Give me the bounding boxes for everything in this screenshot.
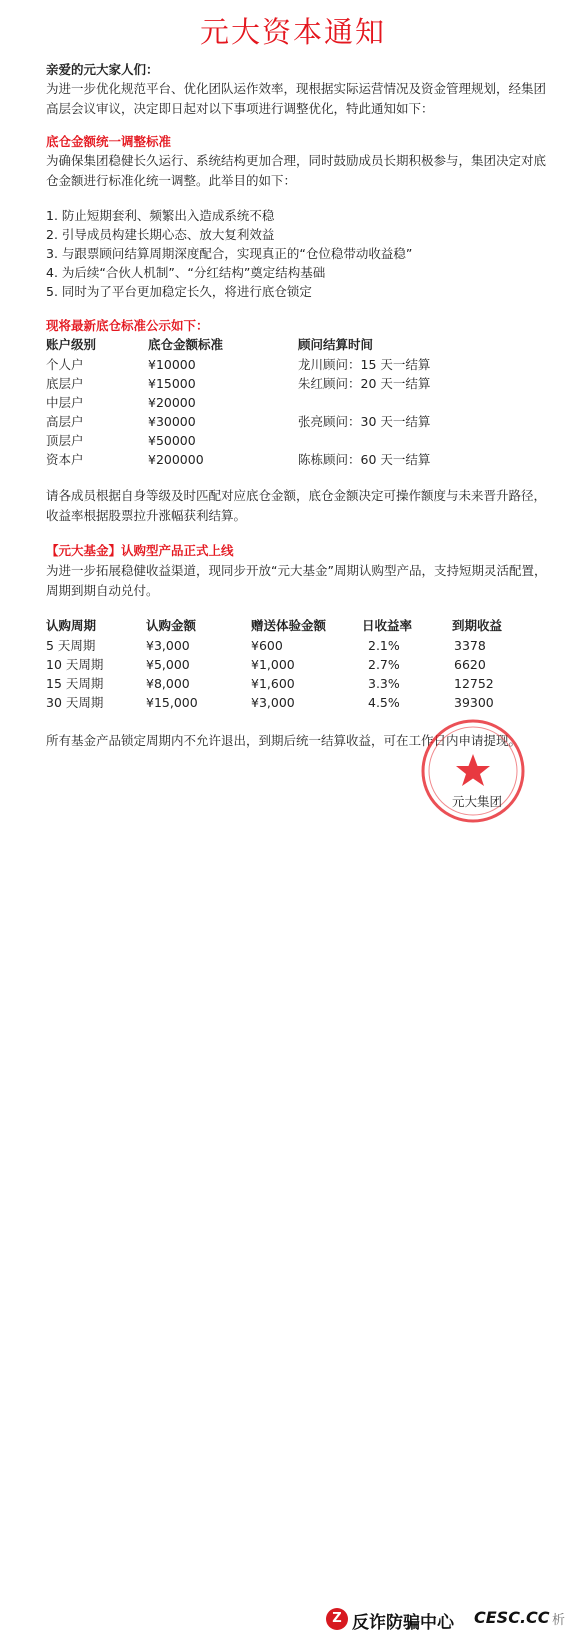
section2-note: 请各成员根据自身等级及时匹配对应底仓金额，底仓金额决定可操作额度与未来晋升路径，收益率根据股票拉升涨幅获利结算。 bbox=[46, 488, 547, 523]
fund-table-row bbox=[46, 656, 546, 674]
cell-period: 15 天周期 bbox=[46, 676, 104, 691]
site-label: CESC.CC bbox=[474, 1608, 550, 1627]
header-cell: 认购金额 bbox=[146, 618, 197, 633]
cell-period: 10 天周期 bbox=[46, 657, 104, 672]
table-row bbox=[46, 451, 546, 469]
list-item: 5. 同时为了平台更加稳定长久，将进行底仓锁定 bbox=[46, 284, 312, 299]
cell-period: 5 天周期 bbox=[46, 638, 96, 653]
fund-table-row bbox=[46, 675, 546, 693]
table-row bbox=[46, 413, 546, 431]
fund-table-row bbox=[46, 637, 546, 655]
section1-heading: 底仓金额统一调整标准 bbox=[46, 134, 172, 149]
header-cell: 顾问结算时间 bbox=[298, 337, 374, 352]
cell-rate: 2.7% bbox=[368, 657, 400, 672]
cell-bonus: ¥1,600 bbox=[251, 676, 295, 691]
cell-advisor: 朱红顾问：20 天一结算 bbox=[298, 376, 431, 391]
anti-fraud-logo-icon: Z bbox=[326, 1608, 348, 1630]
cell-level: 高层户 bbox=[46, 414, 84, 429]
cell-return: 39300 bbox=[454, 695, 494, 710]
fund-table-header bbox=[46, 617, 546, 635]
intro-paragraph: 为进一步优化规范平台、优化团队运作效率，现根据实际运营情况及资金管理规划，经集团高层会议审议，决定即日起对以下事项进行调整优化，特此通知如下： bbox=[46, 81, 547, 116]
cell-amount: ¥50000 bbox=[148, 433, 196, 448]
cell-amount: ¥8,000 bbox=[146, 676, 190, 691]
cell-level: 中层户 bbox=[46, 395, 84, 410]
table-header bbox=[46, 336, 546, 354]
section3-note: 所有基金产品锁定周期内不允许退出，到期后统一结算收益，可在工作日内申请提现。 bbox=[46, 733, 522, 748]
cell-level: 资本户 bbox=[46, 452, 84, 467]
cell-bonus: ¥600 bbox=[251, 638, 283, 653]
cell-amount: ¥15,000 bbox=[146, 695, 198, 710]
page-title: 元大资本通知 bbox=[199, 15, 386, 49]
cell-amount: ¥30000 bbox=[148, 414, 196, 429]
header-cell: 认购周期 bbox=[46, 618, 97, 633]
cell-rate: 4.5% bbox=[368, 695, 400, 710]
cell-amount: ¥10000 bbox=[148, 357, 196, 372]
section2-heading: 现将最新底仓标准公示如下： bbox=[46, 318, 209, 333]
fund-table-row bbox=[46, 694, 546, 712]
list-item: 1. 防止短期套利、频繁出入造成系统不稳 bbox=[46, 208, 275, 223]
table-row bbox=[46, 394, 546, 412]
cell-bonus: ¥3,000 bbox=[251, 695, 295, 710]
cell-amount: ¥3,000 bbox=[146, 638, 190, 653]
list-item: 2. 引导成员构建长期心态、放大复利效益 bbox=[46, 227, 275, 242]
cell-return: 3378 bbox=[454, 638, 486, 653]
table-row bbox=[46, 432, 546, 450]
cell-amount: ¥5,000 bbox=[146, 657, 190, 672]
section3-heading: 【元大基金】认购型产品正式上线 bbox=[46, 543, 234, 558]
cell-period: 30 天周期 bbox=[46, 695, 104, 710]
cell-level: 底层户 bbox=[46, 376, 84, 391]
greeting: 亲爱的元大家人们： bbox=[46, 62, 159, 77]
cell-amount: ¥20000 bbox=[148, 395, 196, 410]
cell-rate: 2.1% bbox=[368, 638, 400, 653]
header-cell: 赠送体验金额 bbox=[251, 618, 327, 633]
cell-amount: ¥200000 bbox=[148, 452, 204, 467]
cell-level: 顶层户 bbox=[46, 433, 84, 448]
section3-text: 为进一步拓展稳健收益渠道，现同步开放“元大基金”周期认购型产品，支持短期灵活配置，周期到期自动兑付。 bbox=[46, 563, 547, 598]
watermark-bar bbox=[0, 800, 586, 1633]
header-cell: 到期收益 bbox=[452, 618, 503, 633]
list-item: 4. 为后续“合伙人机制”、“分红结构”奠定结构基础 bbox=[46, 265, 326, 280]
cell-bonus: ¥1,000 bbox=[251, 657, 295, 672]
cell-amount: ¥15000 bbox=[148, 376, 196, 391]
cell-rate: 3.3% bbox=[368, 676, 400, 691]
cell-advisor: 陈栋顾问：60 天一结算 bbox=[298, 452, 431, 467]
cell-advisor: 张亮顾问：30 天一结算 bbox=[298, 414, 431, 429]
header-cell: 日收益率 bbox=[362, 618, 413, 633]
cell-level: 个人户 bbox=[46, 357, 84, 372]
table-row bbox=[46, 356, 546, 374]
header-cell: 底仓金额标准 bbox=[148, 337, 224, 352]
list-item: 3. 与跟票顾问结算周期深度配合，实现真正的“仓位稳带动收益稳” bbox=[46, 246, 413, 261]
cell-return: 6620 bbox=[454, 657, 486, 672]
section1-text: 为确保集团稳健长久运行、系统结构更加合理，同时鼓励成员长期积极参与，集团决定对底仓金额进行标准化统一调整。此举目的如下： bbox=[46, 153, 547, 188]
signature: 元大集团 bbox=[452, 794, 503, 809]
header-cell: 账户级别 bbox=[46, 337, 97, 352]
cell-advisor: 龙川顾问：15 天一结算 bbox=[298, 357, 431, 372]
anti-fraud-label: 反诈防骗中心 bbox=[352, 1613, 454, 1633]
cell-return: 12752 bbox=[454, 676, 494, 691]
table-row bbox=[46, 375, 546, 393]
watermark-tail: 析 bbox=[552, 1613, 566, 1628]
